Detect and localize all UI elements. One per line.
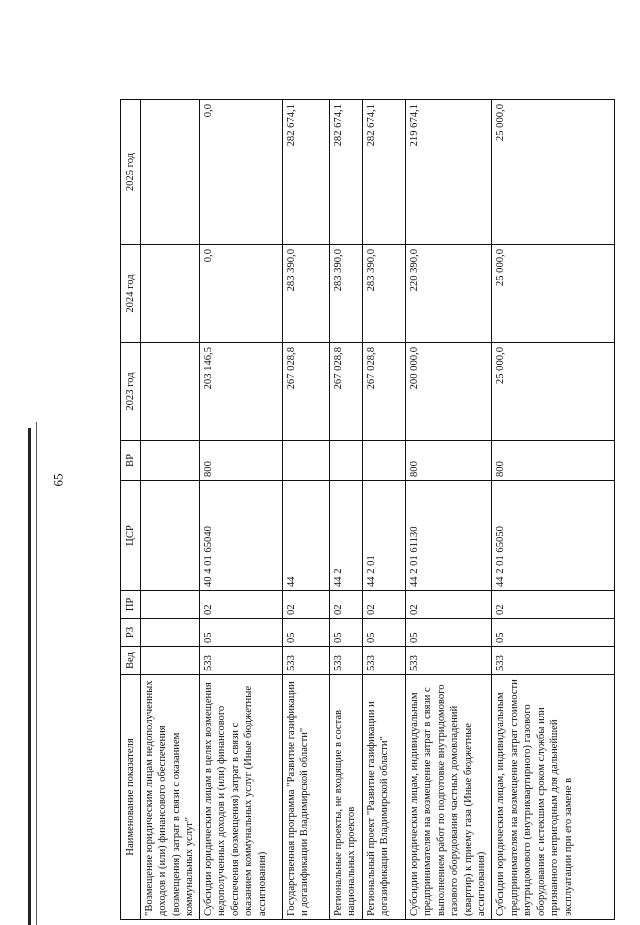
cell-2024: 0,0: [199, 245, 282, 343]
header-ved: Вед: [121, 647, 141, 675]
cell-pr: 02: [329, 591, 362, 619]
cell-csr: 44 2: [329, 481, 362, 591]
cell-2025: 282 674,1: [362, 100, 405, 245]
cell-vr: [282, 441, 329, 481]
header-2023: 2023 год: [121, 343, 141, 441]
cell-2023: [140, 343, 199, 441]
cell-2023: 25 000,0: [492, 343, 615, 441]
cell-rz: [140, 619, 199, 647]
header-csr: ЦСР: [121, 481, 141, 591]
cell-2023: 267 028,8: [282, 343, 329, 441]
cell-2024: 283 390,0: [282, 245, 329, 343]
cell-vr: 800: [492, 441, 615, 481]
cell-name: Региональные проекты, не входящие в состав национальных проектов: [329, 675, 362, 920]
table-row: [140, 100, 199, 920]
cell-vr: [329, 441, 362, 481]
cell-name: Субсидии юридическим лицам, индивидуальным предпринимателям на возмещение затрат в связи с выполнением работ по подготовке внутридомового газового оборудования частных домовладений (квартир) к приему газа (Иные бюджетные ассигнования): [405, 675, 491, 920]
cell-pr: 02: [362, 591, 405, 619]
cell-2025: 25 000,0: [492, 100, 615, 245]
cell-csr: 44 2 01 61130: [405, 481, 491, 591]
cell-pr: 02: [199, 591, 282, 619]
table-row: [492, 100, 615, 920]
cell-pr: 02: [405, 591, 491, 619]
cell-2024: 220 390,0: [405, 245, 491, 343]
cell-name: Региональный проект "Развитие газификации и догазификации Владимирской области": [362, 675, 405, 920]
cell-vr: 800: [199, 441, 282, 481]
cell-2024: [140, 245, 199, 343]
header-2024: 2024 год: [121, 245, 141, 343]
cell-rz: 05: [405, 619, 491, 647]
cell-2025: 282 674,1: [329, 100, 362, 245]
table-row: [282, 100, 329, 920]
header-vr: ВР: [121, 441, 141, 481]
table-row: [329, 100, 362, 920]
cell-2023: 203 146,5: [199, 343, 282, 441]
cell-rz: 05: [282, 619, 329, 647]
cell-csr: 40 4 01 65040: [199, 481, 282, 591]
cell-vr: [140, 441, 199, 481]
binding-edge-line-thin: [36, 422, 37, 925]
cell-2024: 283 390,0: [362, 245, 405, 343]
cell-2024: 25 000,0: [492, 245, 615, 343]
cell-2023: 267 028,8: [329, 343, 362, 441]
header-name: Наименование показателя: [121, 675, 141, 920]
cell-rz: 05: [362, 619, 405, 647]
cell-ved: 533: [329, 647, 362, 675]
page-number: 65: [50, 473, 66, 487]
cell-name: Субсидии юридическим лицам в целях возмещения недополученных доходов и (или) финансового обеспечения (возмещения) затрат в связи с оказанием коммунальных услуг (Иные бюджетные ассигнования): [199, 675, 282, 920]
cell-vr: [362, 441, 405, 481]
cell-csr: 44 2 01: [362, 481, 405, 591]
cell-csr: [140, 481, 199, 591]
cell-2025: 219 674,1: [405, 100, 491, 245]
table-row: [405, 100, 491, 920]
header-pr: ПР: [121, 591, 141, 619]
cell-rz: 05: [329, 619, 362, 647]
cell-2023: 200 000,0: [405, 343, 491, 441]
budget-table: [120, 99, 615, 920]
cell-pr: 02: [492, 591, 615, 619]
table-row: [199, 100, 282, 920]
cell-2024: 283 390,0: [329, 245, 362, 343]
cell-ved: 533: [362, 647, 405, 675]
cell-name: Государственная программа "Развитие газификации и догазификации Владимирской области": [282, 675, 329, 920]
header-2025: 2025 год: [121, 100, 141, 245]
cell-pr: [140, 591, 199, 619]
cell-2025: [140, 100, 199, 245]
rotated-table-container: [120, 100, 640, 920]
cell-2023: 267 028,8: [362, 343, 405, 441]
cell-name: "Возмещение юридическим лицам недополученных доходов и (или) финансового обеспечения (возмещения) затрат в связи с оказанием коммунальных услуг": [140, 675, 199, 920]
cell-csr: 44: [282, 481, 329, 591]
cell-pr: 02: [282, 591, 329, 619]
table-row: [362, 100, 405, 920]
cell-2025: 0,0: [199, 100, 282, 245]
cell-rz: 05: [199, 619, 282, 647]
cell-ved: 533: [405, 647, 491, 675]
cell-csr: 44 2 01 65050: [492, 481, 615, 591]
cell-rz: 05: [492, 619, 615, 647]
cell-vr: 800: [405, 441, 491, 481]
binding-edge-line: [28, 428, 31, 925]
header-rz: РЗ: [121, 619, 141, 647]
table-header-row: [121, 100, 141, 920]
cell-ved: [140, 647, 199, 675]
cell-name: Субсидии юридическим лицам, индивидуальным предпринимателям на возмещение затрат стоимости внутридомового (внутриквартирного) газового оборудования с истекшим сроком службы или признанного непригодным для дальнейшей эксплуатации при его замене в: [492, 675, 615, 920]
cell-ved: 533: [492, 647, 615, 675]
cell-ved: 533: [199, 647, 282, 675]
cell-ved: 533: [282, 647, 329, 675]
cell-2025: 282 674,1: [282, 100, 329, 245]
